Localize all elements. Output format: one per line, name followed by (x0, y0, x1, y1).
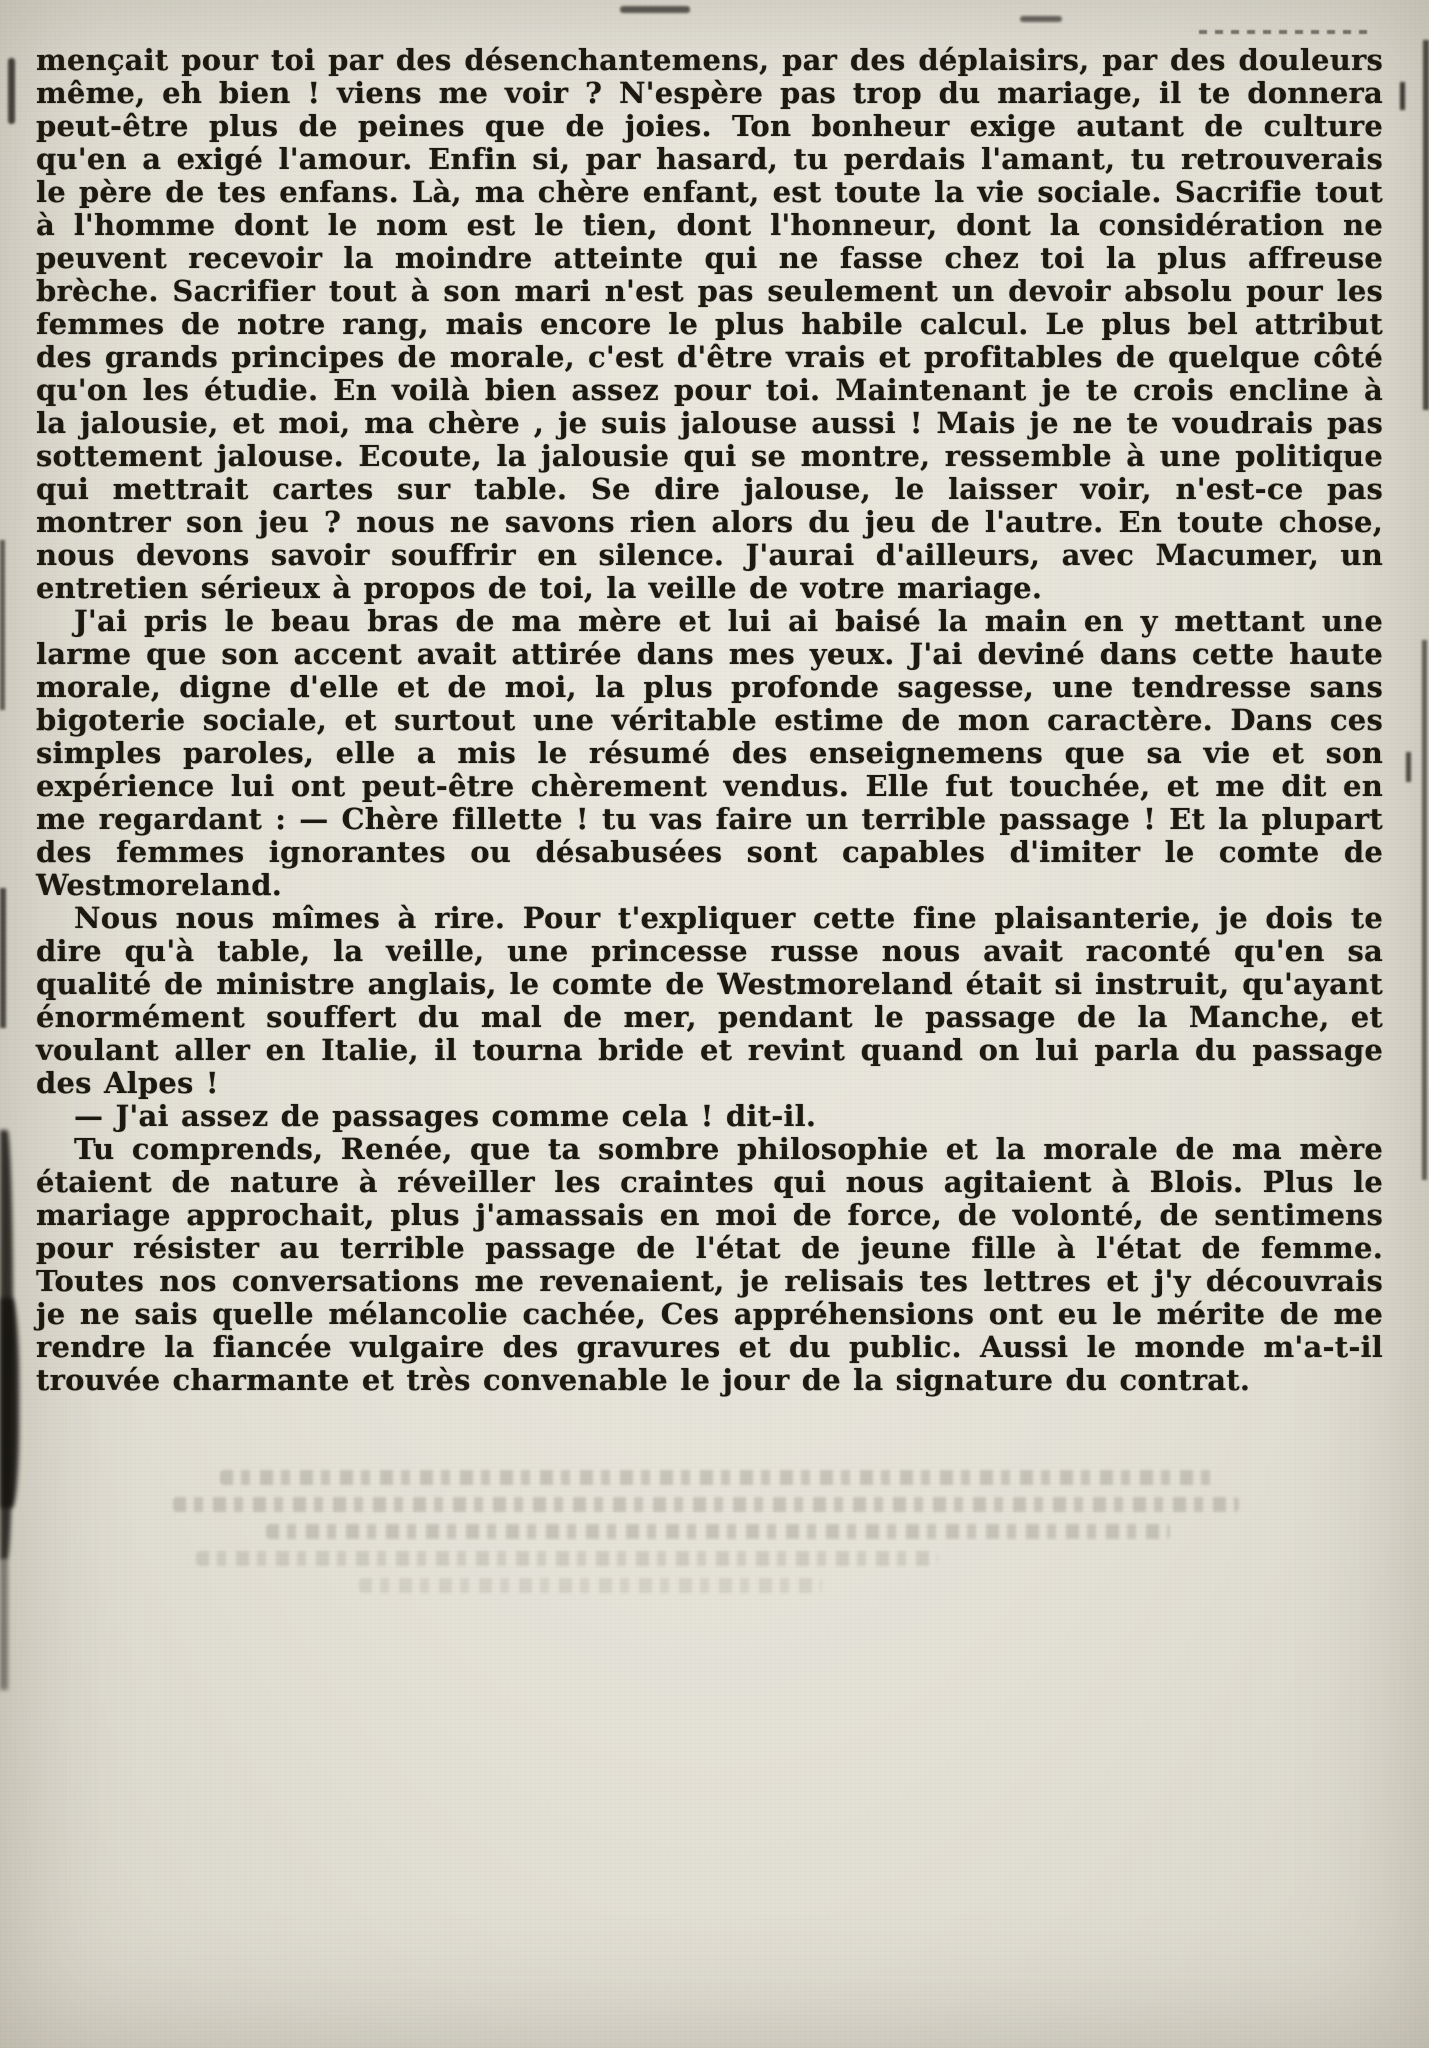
paragraph: mençait pour toi par des désenchantemens, par des déplaisirs, par des douleurs même, eh bien ! viens me voir ? N'espère pas trop du mariage, il te donnera peut-être plus de peines que de joies. Ton bonheur exige autant de culture qu'en a exigé l'amour. Enfin si, par hasard, tu perdais l'amant, tu retrouverais le père de tes enfans. Là, ma chère enfant, est toute la vie sociale. Sacrifie tout à l'homme dont le nom est le tien, dont l'honneur, dont la considération ne peuvent recevoir la moindre atteinte qui ne fasse chez toi la plus affreuse brèche. Sacrifier tout à son mari n'est pas seulement un devoir absolu pour les femmes de notre rang, mais encore le plus habile calcul. Le plus bel attribut des grands principes de morale, c'est d'être vrais et profitables de quelque côté qu'on les étudie. En voilà bien assez pour toi. Maintenant je te crois encline à la jalousie, et moi, ma chère , je suis jalouse aussi ! Mais je ne te voudrais pas sottement jalouse. Ecoute, la jalousie qui se montre, ressemble à une politique qui mettrait cartes sur table. Se dire jalouse, le laisser voir, n'est-ce pas montrer son jeu ? nous ne savons rien alors du jeu de l'autre. En toute chose, nous devons savoir souffrir en silence. J'aurai d'ailleurs, avec Macumer, un entretien sérieux à propos de toi, la veille de votre mariage. (36, 43, 1383, 605)
paragraph: Tu comprends, Renée, que ta sombre philosophie et la morale de ma mère étaient de nature à réveiller les craintes qui nous agitaient à Blois. Plus le mariage approchait, plus j'amassais en moi de force, de volonté, de sentimens pour résister au terrible passage de l'état de jeune fille à l'état de femme. Toutes nos conversations me revenaient, je relisais tes lettres et j'y découvrais je ne sais quelle mélancolie cachée, Ces appréhensions ont eu le mérite de me rendre la fiancée vulgaire des gravures et du public. Aussi le monde m'a-t-il trouvée charmante et très convenable le jour de la signature du contrat. (36, 1132, 1383, 1397)
paragraph: J'ai pris le beau bras de ma mère et lui ai baisé la main en y mettant une larme que son accent avait attirée dans mes yeux. J'ai deviné dans cette haute morale, digne d'elle et de moi, la plus profonde sagesse, une tendresse sans bigoterie sociale, et surtout une véritable estime de mon caractère. Dans ces simples paroles, elle a mis le résumé des enseignemens que sa vie et son expérience lui ont peut-être chèrement vendus. Elle fut touchée, et me dit en me regardant : — Chère fillette ! tu vas faire un terrible passage ! Et la plupart des femmes ignorantes ou désabusées sont capables d'imiter le comte de Westmoreland. (36, 604, 1383, 902)
paragraph: — J'ai assez de passages comme cela ! dit-il. (74, 1099, 817, 1133)
article-text-column (36, 44, 1383, 1397)
paragraph: Nous nous mîmes à rire. Pour t'expliquer cette fine plaisanterie, je dois te dire qu'à table, la veille, une princesse russe nous avait raconté qu'en sa qualité de ministre anglais, le comte de Westmoreland était si instruit, qu'ayant énormément souffert du mal de mer, pendant le passage de la Manche, et voulant aller en Italie, il tourna bride et revint quand on lui parla du passage des Alpes ! (36, 901, 1383, 1100)
